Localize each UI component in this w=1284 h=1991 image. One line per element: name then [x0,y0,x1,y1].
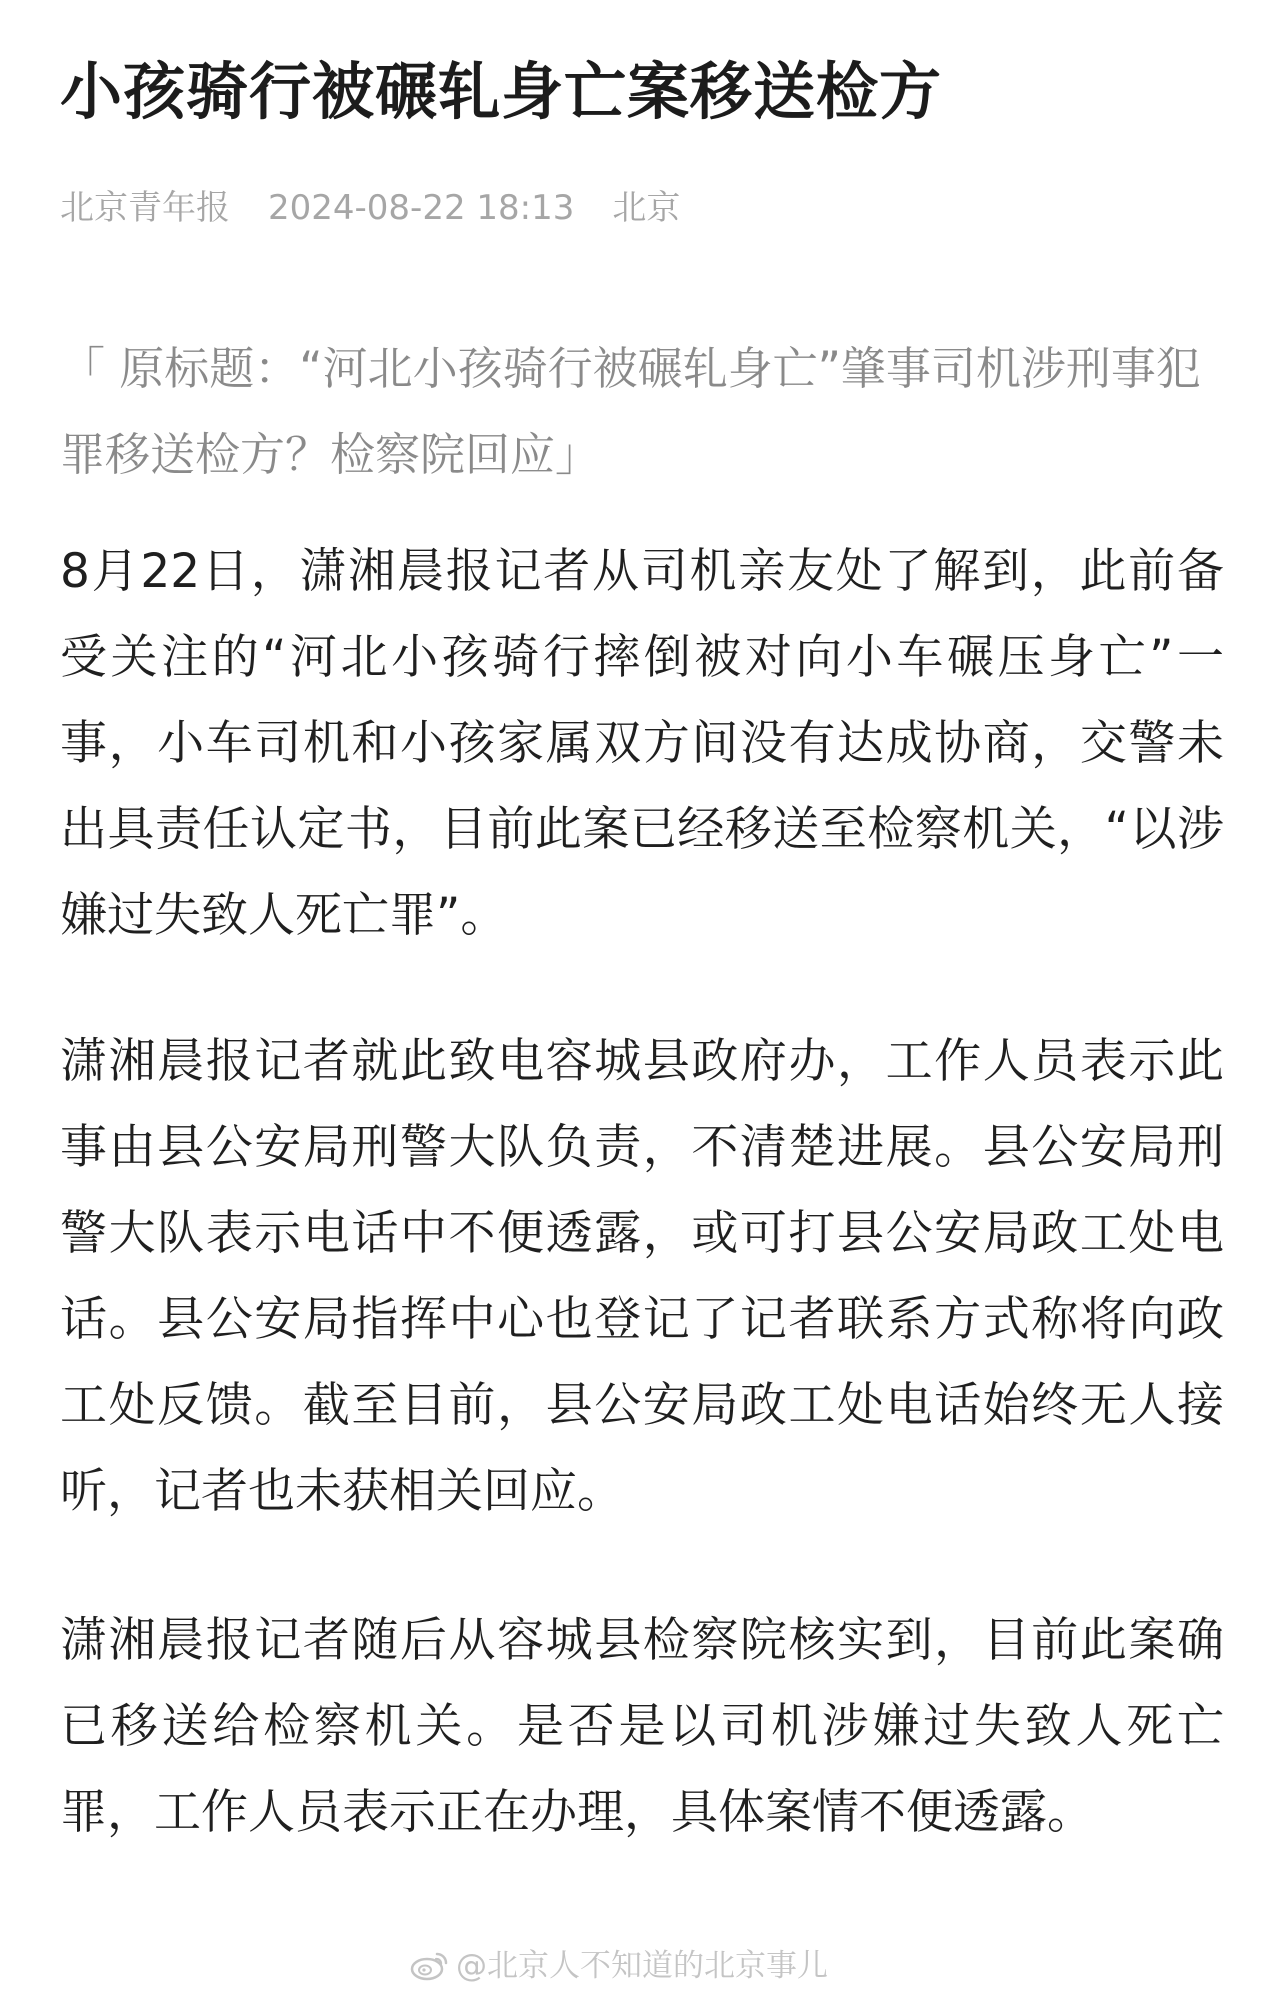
watermark-text: @北京人不知道的北京事儿 [456,1948,828,1984]
article-datetime: 2024-08-22 18:13 [268,188,575,228]
article-location: 北京 [612,188,681,228]
article-paragraph: 潇湘晨报记者随后从容城县检察院核实到，目前此案确已移送给检察机关。是否是以司机涉嫌过失致人死亡罪，工作人员表示正在办理，具体案情不便透露。 [60,1613,1224,1840]
article-paragraph: 8月22日，潇湘晨报记者从司机亲友处了解到，此前备受关注的“河北小孩骑行摔倒被对向小车碾压身亡”一事，小车司机和小孩家属双方间没有达成协商，交警未出具责任认定书，目前此案已经移送至检察机关，“以涉嫌过失致人死亡罪”。 [60,544,1224,943]
article-title: 小孩骑行被碾轧身亡案移送检方 [60,55,943,128]
article-paragraph: 潇湘晨报记者就此致电容城县政府办，工作人员表示此事由县公安局刑警大队负责，不清楚进展。县公安局刑警大队表示电话中不便透露，或可打县公安局政工处电话。县公安局指挥中心也登记了记者联系方式称将向政工处反馈。截至目前，县公安局政工处电话始终无人接听，记者也未获相关回应。 [60,1034,1224,1519]
weibo-watermark [410,1946,828,1986]
weibo-icon [410,1950,450,1982]
original-title: 「 原标题：“河北小孩骑行被碾轧身亡”肇事司机涉刑事犯罪移送检方？检察院回应」 [60,342,1201,481]
article-source[interactable]: 北京青年报 [60,188,230,228]
article-meta [60,184,718,232]
